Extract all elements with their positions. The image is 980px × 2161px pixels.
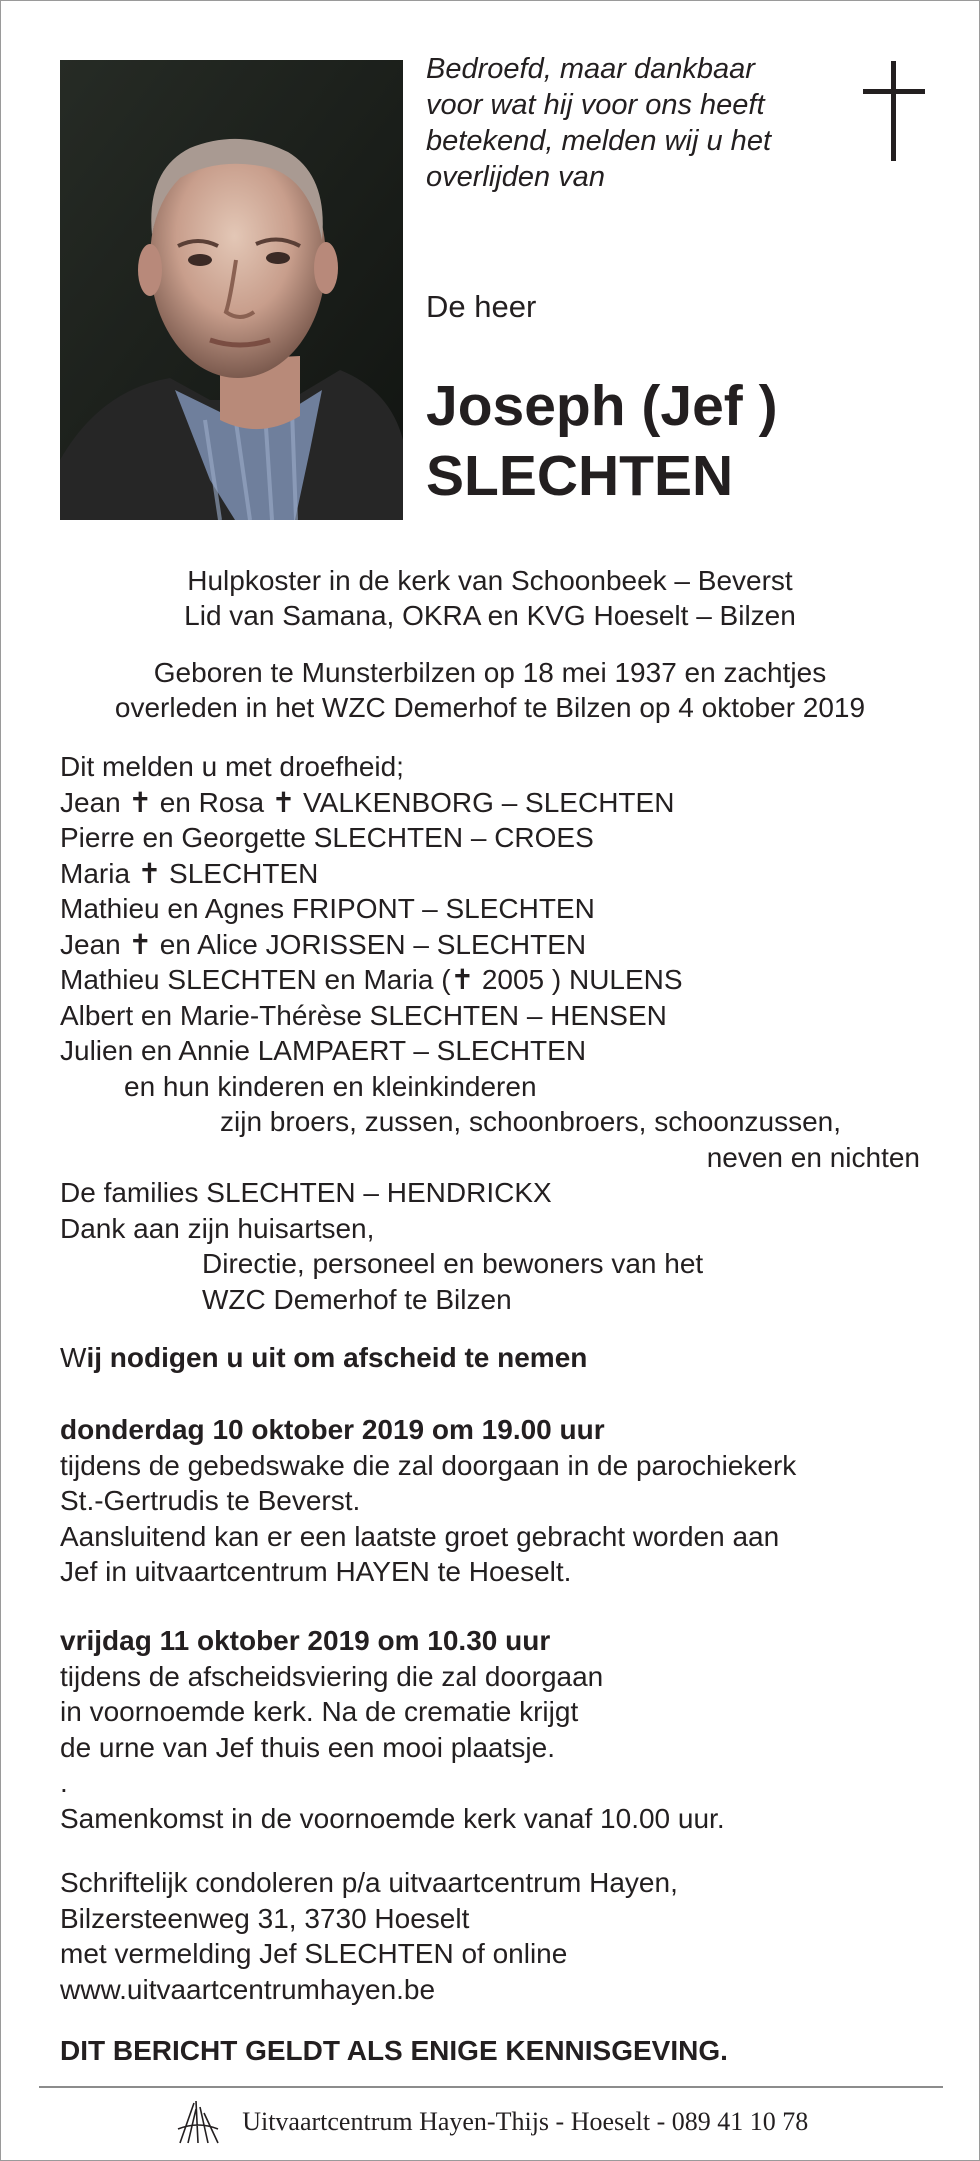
invitation-rest: ij nodigen u uit om afscheid te nemen [86, 1342, 588, 1373]
invitation-heading [60, 1340, 587, 1376]
role-line: Lid van Samana, OKRA en KVG Hoeselt – Bilzen [184, 600, 796, 631]
family-member: Maria ✝ SLECHTEN [60, 857, 319, 889]
wake-line: tijdens de gebedswake die zal doorgaan in de parochiekerk [60, 1449, 797, 1481]
date-line: Geboren te Munsterbilzen op 18 mei 1937 en zachtjes [153, 657, 827, 688]
funeral-heading: vrijdag 11 oktober 2019 om 10.30 uur [60, 1625, 551, 1656]
funeral-line: de urne van Jef thuis een mooi plaatsje. [60, 1731, 555, 1763]
family-member: Jean ✝ en Alice JORISSEN – SLECHTEN [60, 928, 587, 960]
role-line: Hulpkoster in de kerk van Schoonbeek – Beverst [187, 565, 793, 596]
condolences-line: Schriftelijk condoleren p/a uitvaartcentrum Hayen, [60, 1867, 678, 1898]
invitation-first-letter: W [60, 1342, 87, 1373]
footer [1, 2093, 980, 2147]
siblings-line: zijn broers, zussen, schoonbroers, schoonzussen, [220, 1106, 841, 1137]
funeral-line: Samenkomst in de voornoemde kerk vanaf 10.00 uur. [60, 1802, 725, 1834]
intro-line: betekend, melden wij u het [426, 125, 771, 157]
date-line: overleden in het WZC Demerhof te Bilzen op 4 oktober 2019 [114, 692, 866, 723]
family-member: Jean ✝ en Rosa ✝ VALKENBORG – SLECHTEN [60, 786, 675, 818]
portrait-photo [60, 60, 403, 520]
intro-line: voor wat hij voor ons heeft [426, 89, 765, 121]
funeral-block [60, 1623, 920, 1836]
funeral-line: . [60, 1767, 68, 1798]
deceased-title: De heer [426, 289, 537, 324]
wake-line: Aansluitend kan er een laatste groet gebracht worden aan [60, 1520, 780, 1552]
family-intro: Dit melden u met droefheid; [60, 751, 404, 782]
intro-text [426, 51, 846, 195]
funeral-line: tijdens de afscheidsviering die zal doorgaan [60, 1660, 604, 1692]
cross-icon [863, 61, 925, 161]
dates-text [60, 655, 920, 725]
funeral-home-logo-icon [174, 2099, 222, 2145]
wake-heading: donderdag 10 oktober 2019 om 19.00 uur [60, 1414, 605, 1445]
condolences-website: www.uitvaartcentrumhayen.be [60, 1973, 436, 2005]
condolences-line: Bilzersteenweg 31, 3730 Hoeselt [60, 1902, 470, 1934]
condolences-line: met vermelding Jef SLECHTEN of online [60, 1938, 568, 1969]
wake-block [60, 1412, 920, 1590]
family-list [60, 749, 920, 1317]
children-line: en hun kinderen en kleinkinderen [124, 1070, 537, 1102]
family-member: Julien en Annie LAMPAERT – SLECHTEN [60, 1035, 587, 1066]
thanks-line-3: WZC Demerhof te Bilzen [202, 1283, 512, 1315]
intro-line: Bedroefd, maar dankbaar [426, 53, 755, 85]
funeral-line: in voornoemde kerk. Na de crematie krijgt [60, 1696, 579, 1727]
condolences-block [60, 1865, 920, 2007]
footer-text: Uitvaartcentrum Hayen-Thijs - Hoeselt - 089 41 10 78 [242, 2107, 809, 2137]
wake-line: Jef in uitvaartcentrum HAYEN te Hoeselt. [60, 1556, 572, 1587]
siblings-line-2: neven en nichten [706, 1141, 920, 1173]
deceased-first-name: Joseph (Jef ) [426, 374, 778, 438]
portrait-illustration [60, 60, 403, 520]
family-member: Pierre en Georgette SLECHTEN – CROES [60, 822, 594, 853]
families-line: De families SLECHTEN – HENDRICKX [60, 1177, 552, 1208]
thanks-line: Dank aan zijn huisartsen, [60, 1212, 375, 1244]
family-member: Albert en Marie-Thérèse SLECHTEN – HENSEN [60, 999, 667, 1031]
notice-text: DIT BERICHT GELDT ALS ENIGE KENNISGEVING. [60, 2035, 728, 2066]
roles-text [60, 563, 920, 633]
thanks-line-2: Directie, personeel en bewoners van het [202, 1248, 704, 1279]
family-member: Mathieu en Agnes FRIPONT – SLECHTEN [60, 893, 595, 924]
deceased-last-name: SLECHTEN [426, 444, 734, 508]
footer-divider [39, 2086, 943, 2088]
deceased-name [426, 371, 946, 511]
family-member: Mathieu SLECHTEN en Maria (✝ 2005 ) NULENS [60, 964, 683, 995]
intro-line: overlijden van [426, 161, 605, 193]
wake-line: St.-Gertrudis te Beverst. [60, 1485, 361, 1516]
